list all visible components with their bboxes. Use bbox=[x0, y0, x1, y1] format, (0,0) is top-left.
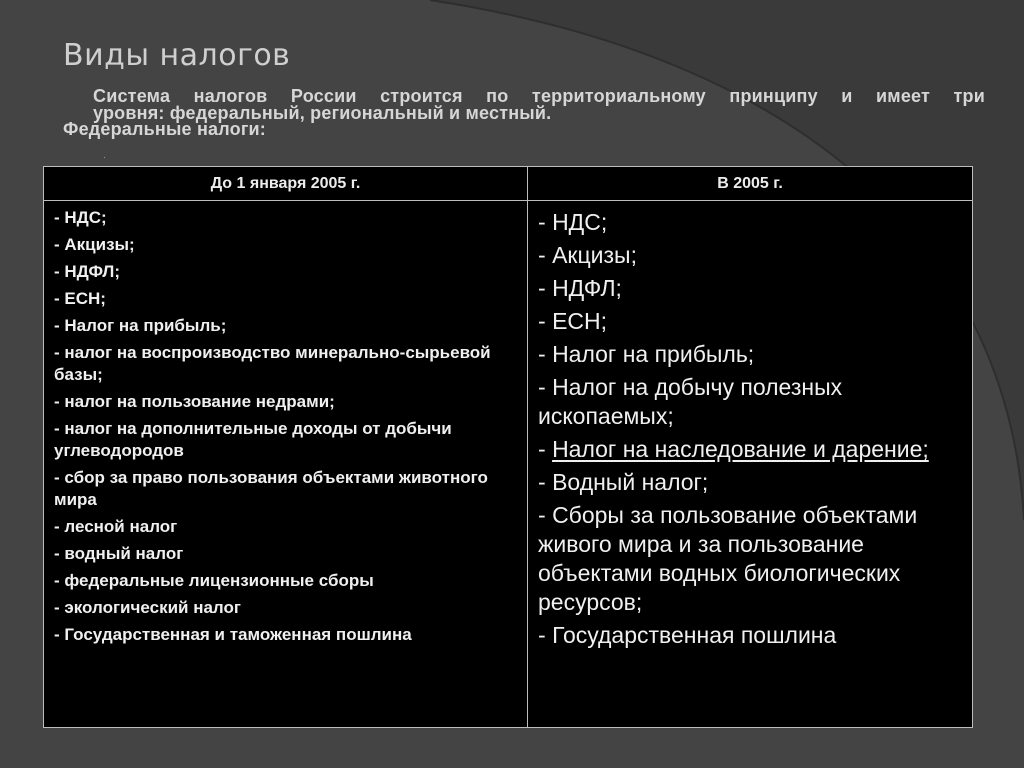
list-item bbox=[538, 468, 962, 497]
list-item: - Государственная и таможенная пошлина bbox=[54, 625, 412, 644]
list-item bbox=[538, 208, 962, 237]
header-in-2005: В 2005 г. bbox=[528, 167, 973, 201]
list-item bbox=[538, 241, 962, 270]
list-item bbox=[538, 340, 962, 369]
intro-text-line-2: уровня: федеральный, региональный и местный. bbox=[93, 103, 552, 123]
list-item bbox=[538, 373, 962, 431]
table-body-row bbox=[44, 201, 973, 728]
list-item bbox=[538, 435, 962, 464]
slide-title: Виды налогов bbox=[63, 38, 291, 73]
header-before-2005: До 1 января 2005 г. bbox=[44, 167, 528, 201]
list-item-text: Налог на наследование и дарение; bbox=[552, 436, 929, 462]
list-item: - экологический налог bbox=[54, 598, 241, 617]
list-item-text: Налог на добычу полезных ископаемых; bbox=[538, 374, 843, 429]
list-item-text: Сборы за пользование объектами живого мира и за пользование объектами водных биологических ресурсов; bbox=[538, 502, 918, 615]
list-item: - налог на пользование недрами; bbox=[54, 392, 335, 411]
list-item: - федеральные лицензионные сборы bbox=[54, 571, 374, 590]
list-item: - Акцизы; bbox=[54, 235, 135, 254]
list-item-dash: - bbox=[538, 275, 553, 301]
list-item bbox=[538, 307, 962, 336]
list-item-text: НДФЛ; bbox=[552, 275, 622, 301]
list-item-text: Государственная пошлина bbox=[552, 622, 837, 648]
in-2005-cell bbox=[528, 201, 973, 728]
section-subheading: Федеральные налоги: bbox=[63, 119, 267, 139]
list-item-dash: - bbox=[538, 341, 553, 367]
list-item bbox=[538, 274, 962, 303]
list-item-text: Акцизы; bbox=[552, 242, 637, 268]
list-item: - Налог на прибыль; bbox=[54, 316, 227, 335]
list-item: - лесной налог bbox=[54, 517, 178, 536]
list-item: - налог на дополнительные доходы от добычи углеводородов bbox=[54, 419, 452, 460]
federal-taxes-table bbox=[43, 166, 973, 728]
list-item-text: НДС; bbox=[552, 209, 608, 235]
list-item: - ЕСН; bbox=[54, 289, 106, 308]
intro-text-line-1: Система налогов России строится по территориальному принципу и имеет три bbox=[93, 86, 985, 106]
table-header-row bbox=[44, 167, 973, 201]
list-item: - водный налог bbox=[54, 544, 184, 563]
list-item-text: Налог на прибыль; bbox=[552, 341, 755, 367]
list-item-text: Водный налог; bbox=[552, 469, 709, 495]
list-item: - НДФЛ; bbox=[54, 262, 120, 281]
stray-dot: . bbox=[103, 150, 106, 161]
list-item-dash: - bbox=[538, 469, 553, 495]
list-item: - налог на воспроизводство минерально-сырьевой базы; bbox=[54, 343, 491, 384]
list-item-dash: - bbox=[538, 436, 553, 462]
list-item-dash: - bbox=[538, 502, 553, 528]
list-item: - сбор за право пользования объектами животного мира bbox=[54, 468, 488, 509]
list-item-dash: - bbox=[538, 242, 553, 268]
list-item-dash: - bbox=[538, 622, 553, 648]
before-2005-cell bbox=[44, 201, 528, 728]
list-item bbox=[538, 501, 962, 617]
list-item-text: ЕСН; bbox=[552, 308, 608, 334]
list-item-dash: - bbox=[538, 209, 553, 235]
list-item-dash: - bbox=[538, 374, 553, 400]
in-2005-list bbox=[528, 201, 972, 650]
list-item: - НДС; bbox=[54, 208, 107, 227]
list-item-dash: - bbox=[538, 308, 553, 334]
list-item bbox=[538, 621, 962, 650]
before-2005-list bbox=[44, 201, 527, 646]
